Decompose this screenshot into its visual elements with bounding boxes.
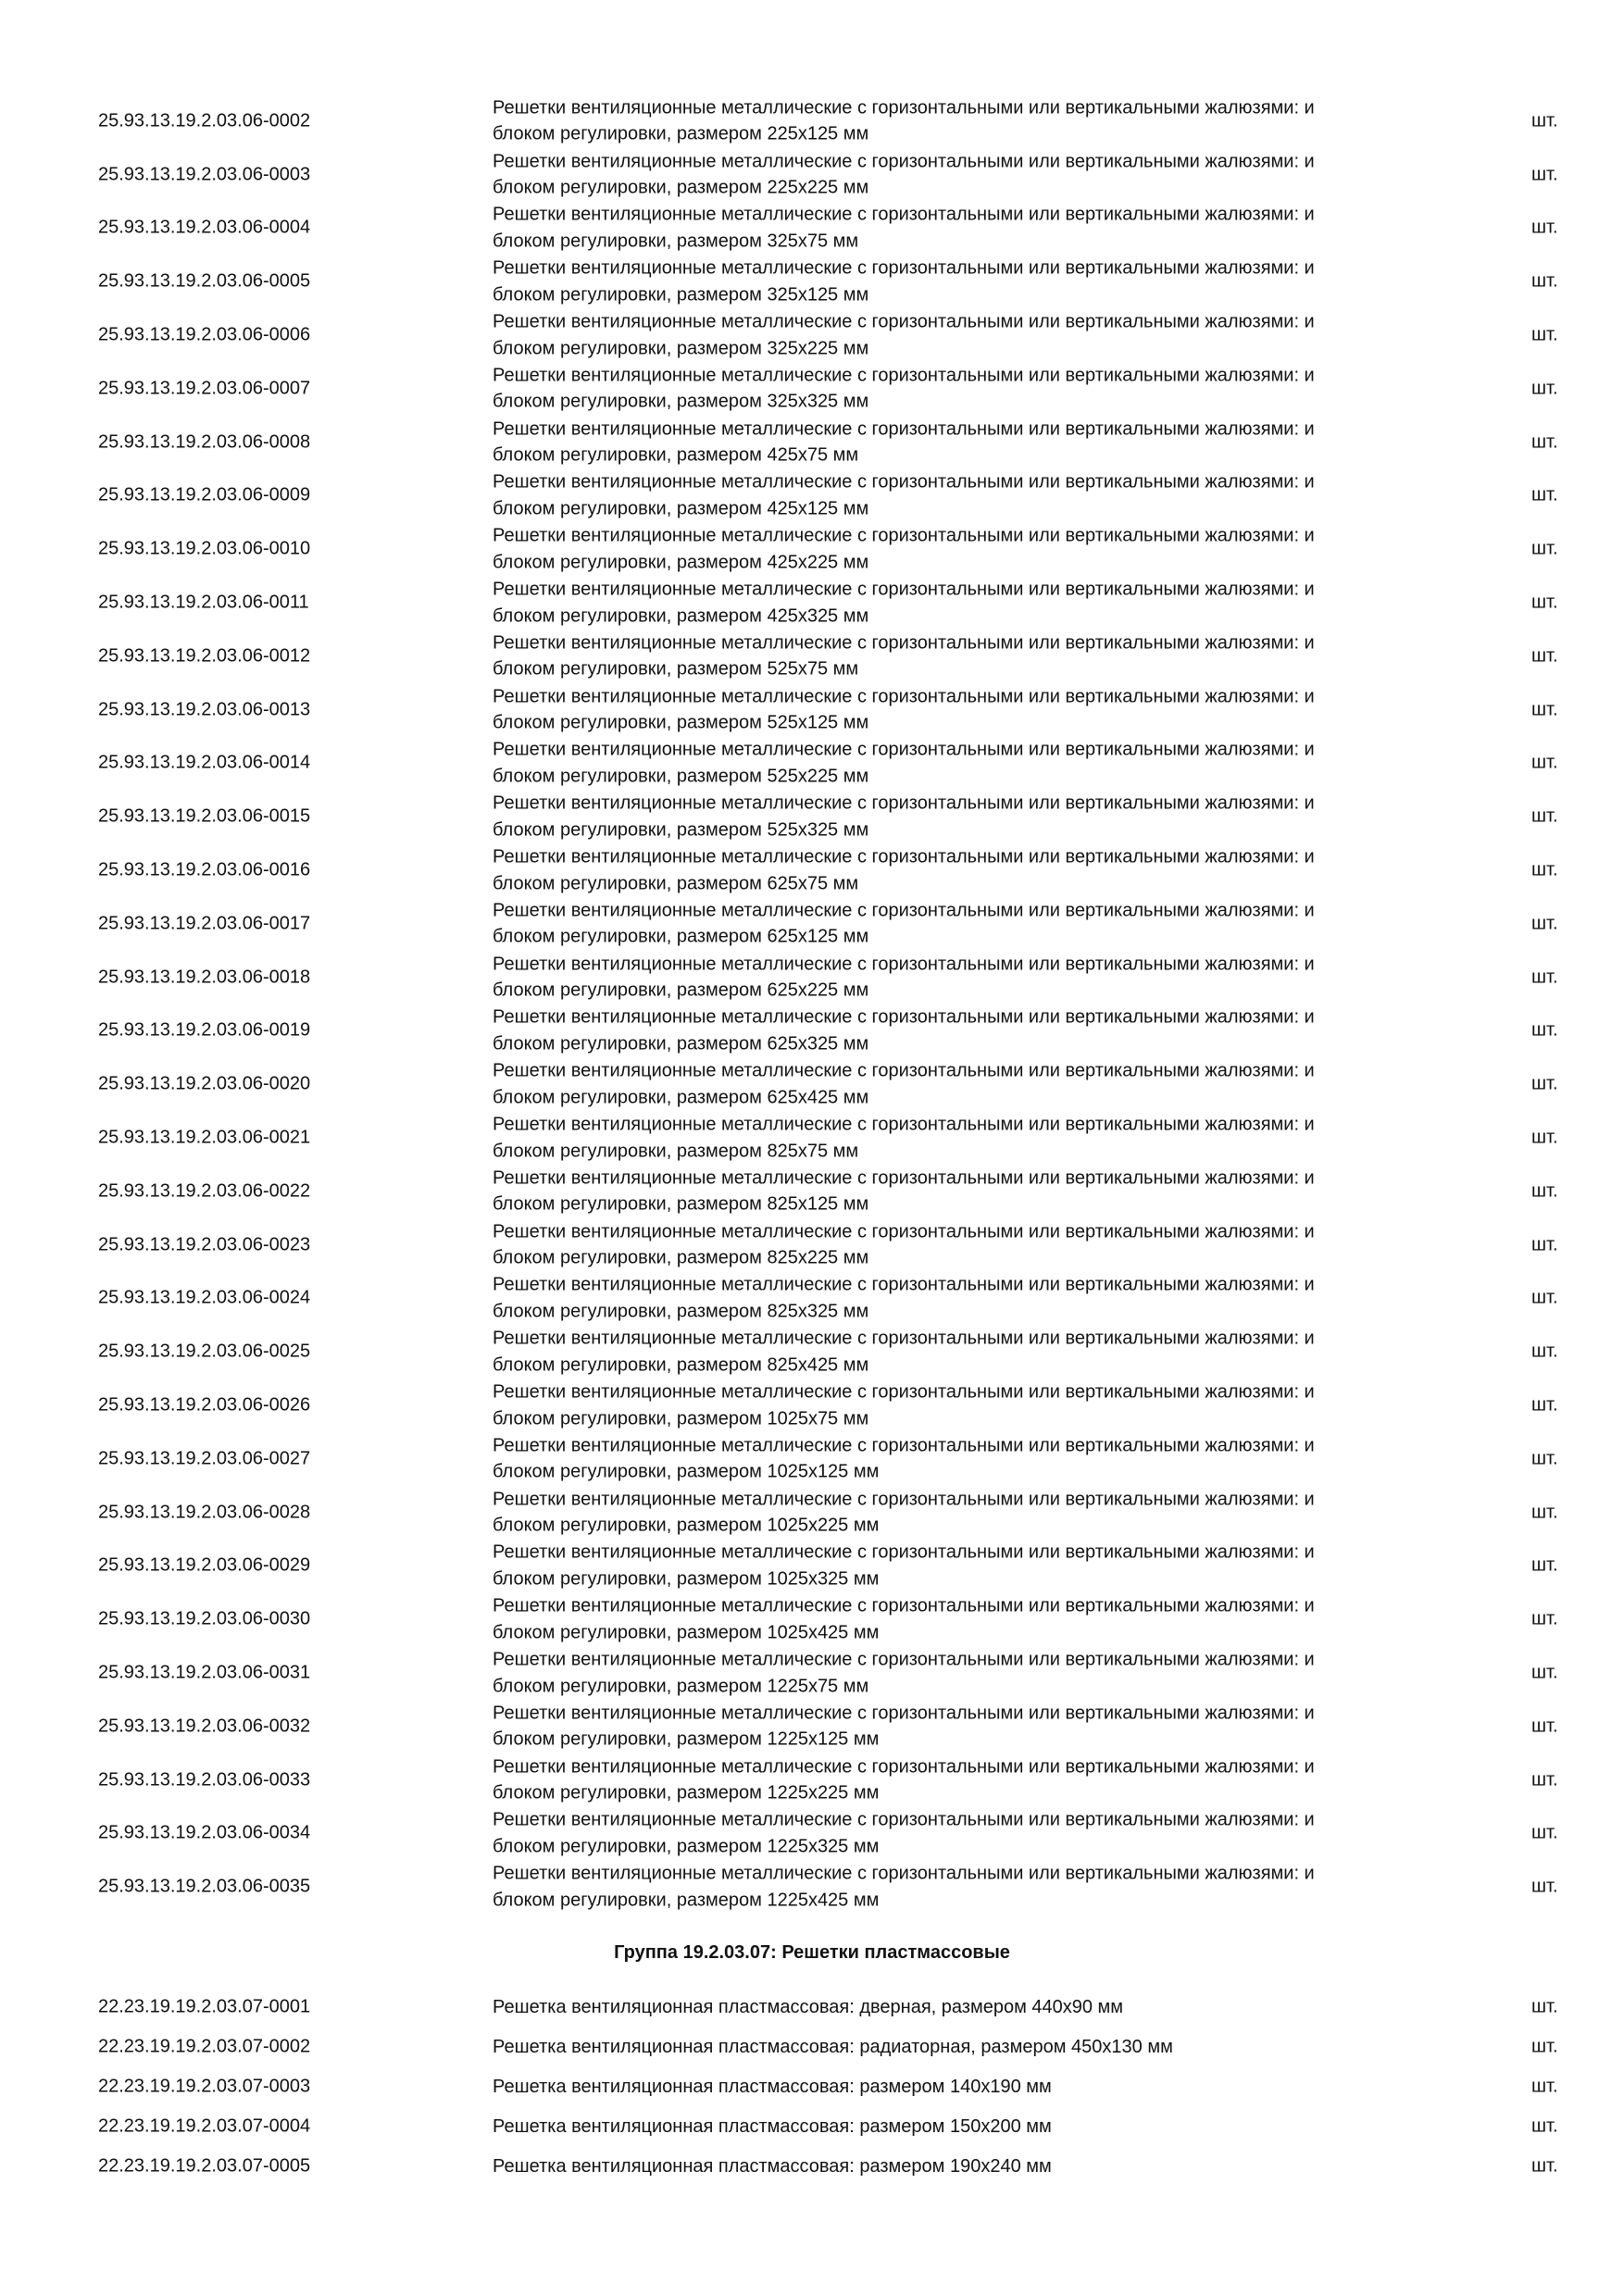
item-description-line: блоком регулировки, размером 825x325 мм: [493, 1301, 869, 1322]
item-description-line: блоком регулировки, размером 325x125 мм: [493, 284, 869, 306]
item-description-line: блоком регулировки, размером 225x125 мм: [493, 123, 869, 144]
table-row: [0, 1272, 1624, 1326]
item-description-line: Решетки вентиляционные металлические с горизонтальными или вертикальными жалюзями: и: [493, 954, 1315, 975]
table-row: [0, 1646, 1624, 1700]
table-row: [0, 843, 1624, 897]
item-description-line: Решетки вентиляционные металлические с горизонтальными или вертикальными жалюзями: и: [493, 846, 1315, 867]
item-description-line: Решетки вентиляционные металлические с горизонтальными или вертикальными жалюзями: и: [493, 1595, 1315, 1616]
item-description-line: Решетки вентиляционные металлические с горизонтальными или вертикальными жалюзями: и: [493, 151, 1315, 172]
item-description: [493, 1379, 1418, 1432]
item-unit: шт.: [1531, 538, 1558, 559]
item-description-line: блоком регулировки, размером 525x75 мм: [493, 658, 859, 680]
table-row: [0, 1111, 1624, 1165]
item-description-line: Решетки вентиляционные металлические с горизонтальными или вертикальными жалюзями: и: [493, 739, 1315, 760]
item-unit: шт.: [1531, 1822, 1558, 1843]
item-description-line: Решетки вентиляционные металлические с горизонтальными или вертикальными жалюзями: и: [493, 1060, 1315, 1081]
table-row: [0, 1592, 1624, 1646]
item-description-line: блоком регулировки, размером 225x225 мм: [493, 177, 869, 198]
item-description: [493, 1593, 1418, 1646]
item-description-line: блоком регулировки, размером 825x125 мм: [493, 1193, 869, 1215]
item-code: 25.93.13.19.2.03.06-0013: [98, 699, 311, 720]
item-unit: шт.: [1531, 164, 1558, 185]
item-description: [493, 1753, 1418, 1806]
item-unit: шт.: [1531, 1502, 1558, 1523]
table-row: [0, 2027, 1624, 2066]
item-description: [493, 523, 1418, 576]
table-row: [0, 1860, 1624, 1914]
item-code: 22.23.19.19.2.03.07-0003: [98, 2076, 311, 2096]
table-row: [0, 1325, 1624, 1379]
item-unit: шт.: [1531, 1234, 1558, 1255]
item-description-line: блоком регулировки, размером 325x75 мм: [493, 231, 859, 252]
item-code: 25.93.13.19.2.03.06-0008: [98, 431, 311, 453]
item-code: 25.93.13.19.2.03.06-0031: [98, 1662, 311, 1683]
item-description-line: Решетки вентиляционные металлические с горизонтальными или вертикальными жалюзями: и: [493, 1221, 1315, 1242]
item-description-line: Решетки вентиляционные металлические с горизонтальными или вертикальными жалюзями: и: [493, 311, 1315, 332]
item-description: [493, 1807, 1418, 1860]
item-description-line: блоком регулировки, размером 325x225 мм: [493, 338, 869, 359]
item-description: [493, 1486, 1418, 1539]
table-row: [0, 1753, 1624, 1807]
item-description: [493, 1004, 1418, 1057]
item-code: 25.93.13.19.2.03.06-0029: [98, 1554, 311, 1576]
item-description: [493, 791, 1418, 843]
table-row: [0, 362, 1624, 416]
item-description: [493, 309, 1418, 362]
metal-grilles-list: [0, 94, 1624, 1914]
item-description: [493, 1647, 1418, 1700]
item-description-line: блоком регулировки, размером 525x225 мм: [493, 766, 869, 787]
item-description: [493, 1700, 1418, 1753]
item-unit: шт.: [1531, 1180, 1558, 1202]
item-description: [493, 202, 1418, 255]
table-row: [0, 1218, 1624, 1272]
item-description-line: блоком регулировки, размером 625x75 мм: [493, 873, 859, 894]
item-description: [493, 1112, 1418, 1165]
item-description-line: Решетки вентиляционные металлические с горизонтальными или вертикальными жалюзями: и: [493, 1114, 1315, 1135]
item-code: 25.93.13.19.2.03.06-0004: [98, 217, 311, 238]
item-description-line: блоком регулировки, размером 625x225 мм: [493, 980, 869, 1001]
item-code: 25.93.13.19.2.03.06-0027: [98, 1448, 311, 1469]
item-description-line: Решетки вентиляционные металлические с горизонтальными или вертикальными жалюзями: и: [493, 632, 1315, 654]
table-row: [0, 951, 1624, 1004]
item-unit: шт.: [1531, 1554, 1558, 1576]
item-description-line: блоком регулировки, размером 1225x325 мм: [493, 1836, 880, 1857]
table-row: [0, 1004, 1624, 1058]
item-description-line: Решетки вентиляционные металлические с горизонтальными или вертикальными жалюзями: и: [493, 525, 1315, 546]
item-description-line: Решетки вентиляционные металлические с горизонтальными или вертикальными жалюзями: и: [493, 1381, 1315, 1403]
item-description-line: блоком регулировки, размером 825x225 мм: [493, 1247, 869, 1268]
item-description-line: Решетки вентиляционные металлические с горизонтальными или вертикальными жалюзями: и: [493, 900, 1315, 921]
item-description-line: блоком регулировки, размером 1225x125 мм: [493, 1728, 880, 1750]
item-code: 25.93.13.19.2.03.06-0023: [98, 1234, 311, 1255]
item-description-line: блоком регулировки, размером 525x325 мм: [493, 819, 869, 841]
item-unit: шт.: [1531, 484, 1558, 505]
item-description: [493, 362, 1418, 415]
table-row: [0, 1807, 1624, 1861]
item-description-line: блоком регулировки, размером 425x325 мм: [493, 605, 869, 627]
item-description-line: Решетки вентиляционные металлические с горизонтальными или вертикальными жалюзями: и: [493, 1274, 1315, 1295]
item-code: 25.93.13.19.2.03.06-0016: [98, 859, 311, 880]
item-description-line: Решетки вентиляционные металлические с горизонтальными или вертикальными жалюзями: и: [493, 97, 1315, 119]
item-code: 22.23.19.19.2.03.07-0004: [98, 2115, 311, 2136]
table-row: [0, 94, 1624, 148]
item-description: [493, 148, 1418, 201]
item-description: [493, 469, 1418, 522]
item-description-line: Решетки вентиляционные металлические с горизонтальными или вертикальными жалюзями: и: [493, 686, 1315, 707]
item-unit: шт.: [1531, 1769, 1558, 1791]
table-row: [0, 308, 1624, 362]
item-description-line: Решетки вентиляционные металлические с горизонтальными или вертикальными жалюзями: и: [493, 1541, 1315, 1563]
item-description-line: Решетки вентиляционные металлические с горизонтальными или вертикальными жалюзями: и: [493, 1489, 1315, 1510]
item-unit: шт.: [1531, 1996, 1558, 2016]
item-code: 25.93.13.19.2.03.06-0033: [98, 1769, 311, 1791]
item-code: 25.93.13.19.2.03.06-0012: [98, 645, 311, 667]
item-description: [493, 1272, 1418, 1325]
item-unit: шт.: [1531, 2115, 1558, 2136]
item-description: [493, 1165, 1418, 1217]
item-code: 25.93.13.19.2.03.06-0014: [98, 752, 311, 773]
item-description: [493, 416, 1418, 468]
item-code: 25.93.13.19.2.03.06-0034: [98, 1822, 311, 1843]
table-row: [0, 1700, 1624, 1753]
table-row: [0, 1540, 1624, 1593]
table-row: [0, 1165, 1624, 1218]
item-description: Решетка вентиляционная пластмассовая: размером 190x240 мм: [493, 2155, 1052, 2177]
table-row: [0, 576, 1624, 630]
item-description: [493, 951, 1418, 1004]
item-description-line: блоком регулировки, размером 625x425 мм: [493, 1087, 869, 1108]
item-description-line: Решетки вентиляционные металлические с горизонтальными или вертикальными жалюзями: и: [493, 257, 1315, 279]
item-description: [493, 577, 1418, 630]
item-code: 25.93.13.19.2.03.06-0022: [98, 1180, 311, 1202]
item-description-line: блоком регулировки, размером 625x125 мм: [493, 926, 869, 947]
item-code: 25.93.13.19.2.03.06-0019: [98, 1019, 311, 1041]
item-code: 25.93.13.19.2.03.06-0011: [98, 592, 309, 613]
item-unit: шт.: [1531, 859, 1558, 880]
item-code: 25.93.13.19.2.03.06-0017: [98, 913, 311, 934]
table-row: [0, 790, 1624, 843]
item-unit: шт.: [1531, 1341, 1558, 1362]
item-description-line: Решетки вентиляционные металлические с горизонтальными или вертикальными жалюзями: и: [493, 1809, 1315, 1830]
item-unit: шт.: [1531, 967, 1558, 988]
item-code: 25.93.13.19.2.03.06-0002: [98, 110, 311, 131]
item-description: [493, 1861, 1418, 1914]
item-unit: шт.: [1531, 1073, 1558, 1094]
item-unit: шт.: [1531, 1287, 1558, 1308]
item-description-line: блоком регулировки, размером 1025x225 мм: [493, 1515, 880, 1536]
item-code: 22.23.19.19.2.03.07-0002: [98, 2036, 311, 2056]
item-unit: шт.: [1531, 592, 1558, 613]
table-row: [0, 897, 1624, 951]
item-description-line: блоком регулировки, размером 1025x425 мм: [493, 1622, 880, 1643]
item-code: 25.93.13.19.2.03.06-0032: [98, 1716, 311, 1737]
item-unit: шт.: [1531, 699, 1558, 720]
item-unit: шт.: [1531, 1716, 1558, 1737]
item-unit: шт.: [1531, 431, 1558, 453]
item-code: 22.23.19.19.2.03.07-0005: [98, 2155, 311, 2176]
item-unit: шт.: [1531, 1019, 1558, 1041]
group-heading: Группа 19.2.03.07: Решетки пластмассовые: [614, 1942, 1010, 1963]
item-description-line: блоком регулировки, размером 825x75 мм: [493, 1141, 859, 1162]
item-unit: шт.: [1531, 324, 1558, 345]
item-unit: шт.: [1531, 2036, 1558, 2056]
item-description-line: Решетки вентиляционные металлические с горизонтальными или вертикальными жалюзями: и: [493, 1703, 1315, 1724]
item-description-line: Решетки вентиляционные металлические с горизонтальными или вертикальными жалюзями: и: [493, 1435, 1315, 1456]
item-unit: шт.: [1531, 110, 1558, 131]
item-description: Решетка вентиляционная пластмассовая: размером 150x200 мм: [493, 2115, 1052, 2137]
item-unit: шт.: [1531, 1127, 1558, 1148]
item-description-line: блоком регулировки, размером 525x125 мм: [493, 712, 869, 733]
table-row: [0, 416, 1624, 469]
item-unit: шт.: [1531, 1448, 1558, 1469]
item-description-line: блоком регулировки, размером 1025x325 мм: [493, 1568, 880, 1590]
item-description: Решетка вентиляционная пластмассовая: радиаторная, размером 450x130 мм: [493, 2036, 1173, 2057]
item-unit: шт.: [1531, 2076, 1558, 2096]
item-description-line: Решетки вентиляционные металлические с горизонтальными или вертикальными жалюзями: и: [493, 1649, 1315, 1670]
item-description-line: Решетки вентиляционные металлические с горизонтальными или вертикальными жалюзями: и: [493, 1006, 1315, 1028]
item-unit: шт.: [1531, 270, 1558, 292]
item-description-line: блоком регулировки, размером 425x75 мм: [493, 444, 859, 466]
item-code: 25.93.13.19.2.03.06-0007: [98, 378, 311, 399]
table-row: [0, 522, 1624, 576]
item-code: 25.93.13.19.2.03.06-0018: [98, 967, 311, 988]
item-code: 22.23.19.19.2.03.07-0001: [98, 1996, 311, 2016]
item-unit: шт.: [1531, 1662, 1558, 1683]
item-description-line: Решетки вентиляционные металлические с горизонтальными или вертикальными жалюзями: и: [493, 1167, 1315, 1189]
item-description: [493, 844, 1418, 897]
item-unit: шт.: [1531, 752, 1558, 773]
item-description: [493, 94, 1418, 147]
item-description-line: блоком регулировки, размером 1225x225 мм: [493, 1782, 880, 1803]
item-code: 25.93.13.19.2.03.06-0021: [98, 1127, 311, 1148]
item-code: 25.93.13.19.2.03.06-0035: [98, 1876, 311, 1897]
item-unit: шт.: [1531, 1394, 1558, 1416]
item-description-line: блоком регулировки, размером 425x125 мм: [493, 498, 869, 519]
item-code: 25.93.13.19.2.03.06-0020: [98, 1073, 311, 1094]
item-description-line: Решетки вентиляционные металлические с горизонтальными или вертикальными жалюзями: и: [493, 471, 1315, 493]
item-description-line: блоком регулировки, размером 1025x75 мм: [493, 1408, 869, 1429]
item-description-line: Решетки вентиляционные металлические с горизонтальными или вертикальными жалюзями: и: [493, 579, 1315, 600]
item-description-line: блоком регулировки, размером 1025x125 мм: [493, 1461, 880, 1482]
item-unit: шт.: [1531, 378, 1558, 399]
item-code: 25.93.13.19.2.03.06-0010: [98, 538, 311, 559]
item-description-line: блоком регулировки, размером 625x325 мм: [493, 1033, 869, 1054]
table-row: [0, 1987, 1624, 2027]
item-description: [493, 630, 1418, 682]
table-row: [0, 2066, 1624, 2106]
item-code: 25.93.13.19.2.03.06-0024: [98, 1287, 311, 1308]
table-row: [0, 2146, 1624, 2186]
item-code: 25.93.13.19.2.03.06-0005: [98, 270, 311, 292]
item-unit: шт.: [1531, 1608, 1558, 1629]
item-code: 25.93.13.19.2.03.06-0003: [98, 164, 311, 185]
table-row: [0, 630, 1624, 683]
item-description: [493, 1540, 1418, 1592]
item-description-line: Решетки вентиляционные металлические с горизонтальными или вертикальными жалюзями: и: [493, 792, 1315, 814]
table-row: [0, 1432, 1624, 1486]
table-row: [0, 737, 1624, 791]
item-description-line: блоком регулировки, размером 1225x425 мм: [493, 1890, 880, 1911]
item-code: 25.93.13.19.2.03.06-0015: [98, 805, 311, 827]
item-unit: шт.: [1531, 805, 1558, 827]
table-row: [0, 1486, 1624, 1540]
item-description-line: блоком регулировки, размером 825x425 мм: [493, 1354, 869, 1376]
item-code: 25.93.13.19.2.03.06-0030: [98, 1608, 311, 1629]
item-description: [493, 1326, 1418, 1379]
item-description: [493, 897, 1418, 950]
item-description: [493, 256, 1418, 308]
item-description-line: Решетки вентиляционные металлические с горизонтальными или вертикальными жалюзями: и: [493, 418, 1315, 440]
table-row: [0, 202, 1624, 256]
item-description: [493, 1058, 1418, 1111]
table-row: [0, 683, 1624, 737]
item-description: Решетка вентиляционная пластмассовая: размером 140x190 мм: [493, 2076, 1052, 2097]
item-unit: шт.: [1531, 2155, 1558, 2176]
item-description-line: блоком регулировки, размером 325x325 мм: [493, 391, 869, 412]
item-description: [493, 683, 1418, 736]
item-description-line: Решетки вентиляционные металлические с горизонтальными или вертикальными жалюзями: и: [493, 1863, 1315, 1884]
item-description: [493, 1218, 1418, 1271]
item-unit: шт.: [1531, 1876, 1558, 1897]
item-description: Решетка вентиляционная пластмассовая: дверная, размером 440x90 мм: [493, 1996, 1124, 2017]
item-description-line: блоком регулировки, размером 425x225 мм: [493, 552, 869, 573]
item-description-line: блоком регулировки, размером 1225x75 мм: [493, 1676, 869, 1696]
item-code: 25.93.13.19.2.03.06-0009: [98, 484, 311, 505]
table-row: [0, 255, 1624, 308]
item-unit: шт.: [1531, 645, 1558, 667]
item-description-line: Решетки вентиляционные металлические с горизонтальными или вертикальными жалюзями: и: [493, 1756, 1315, 1778]
item-code: 25.93.13.19.2.03.06-0028: [98, 1502, 311, 1523]
table-row: [0, 1379, 1624, 1432]
item-code: 25.93.13.19.2.03.06-0026: [98, 1394, 311, 1416]
item-description: [493, 1432, 1418, 1485]
table-row: [0, 2106, 1624, 2146]
item-code: 25.93.13.19.2.03.06-0025: [98, 1341, 311, 1362]
item-description-line: Решетки вентиляционные металлические с горизонтальными или вертикальными жалюзями: и: [493, 204, 1315, 225]
plastic-grilles-list: [0, 1987, 1624, 2186]
item-code: 25.93.13.19.2.03.06-0006: [98, 324, 311, 345]
table-row: [0, 1057, 1624, 1111]
table-row: [0, 148, 1624, 202]
item-unit: шт.: [1531, 217, 1558, 238]
item-description-line: Решетки вентиляционные металлические с горизонтальными или вертикальными жалюзями: и: [493, 365, 1315, 386]
item-description-line: Решетки вентиляционные металлические с горизонтальными или вертикальными жалюзями: и: [493, 1328, 1315, 1349]
item-description: [493, 737, 1418, 790]
item-unit: шт.: [1531, 913, 1558, 934]
table-row: [0, 469, 1624, 523]
